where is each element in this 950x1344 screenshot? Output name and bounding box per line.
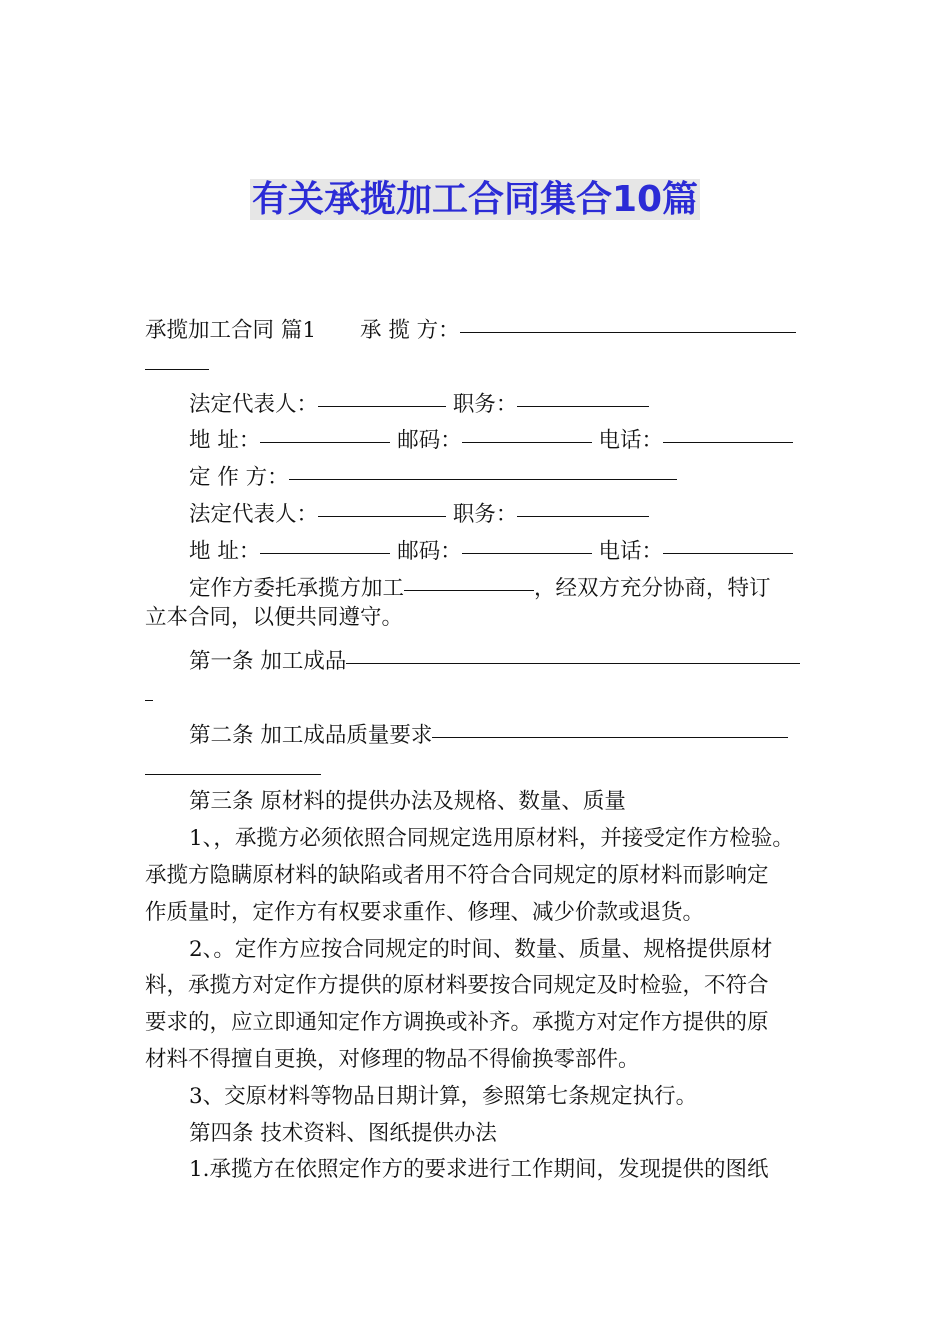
orderer-line: 定 作 方： — [145, 453, 807, 490]
orderer-address-line: 地 址： 邮码： 电话： — [145, 527, 807, 564]
contractor-blank — [460, 306, 796, 333]
commission-line: 定作方委托承揽方加工 ，经双方充分协商，特订 — [145, 564, 807, 601]
article-2: 第二条 加工成品质量要求 — [145, 711, 807, 748]
contract-body: 承揽加工合同 篇1 承 揽 方： 法定代表人： 职务： 地 址： 邮码： 电话： 定 作 方： 法定代表人： 职务： 地 址： 邮码： 电话： 定作方委托承揽方加工 ，经双方充分协商，特订 立本合同，以便共同遵守。 第一条 加工成品 第二条 加工成品质量要求 第三条 原材料的提供办法及规格、数量、质量 1、，承揽方必须依照合同规定选用原材料，并接受定作方检验。 承揽方隐瞒原材料的缺陷或者用不符合合同规定的原材料而影响定 作质量时，定作方有权要求重作、修理、减少价款或退货。 2、。定作方应按合同规定的时间、数量、质量、规格提供原材 料，承揽方对定作方提供的原材料要按合同规定及时检验，不符合 要求的，应立即通知定作方调换或补齐。承揽方对定作方提供的原 材料不得擅自更换，对修理的物品不得偷换零部件。 3、交原材料等物品日期计算，参照第七条规定执行。 第四条 技术资料、图纸提供办法 1.承揽方在依照定作方的要求进行工作期间，发现提供的图纸 — [145, 306, 807, 1189]
article-3: 第三条 原材料的提供办法及规格、数量、质量 — [189, 789, 626, 815]
document-title: 有关承揽加工合同集合10篇 — [251, 179, 699, 220]
contract-heading-line: 承揽加工合同 篇1 承 揽 方： — [145, 306, 807, 343]
contractor-address-line: 地 址： 邮码： 电话： — [145, 416, 807, 453]
article-4: 第四条 技术资料、图纸提供办法 — [189, 1120, 497, 1146]
orderer-rep-line: 法定代表人： 职务： — [145, 490, 807, 527]
article-1: 第一条 加工成品 — [145, 637, 807, 674]
contractor-blank-cont — [145, 343, 209, 370]
contractor-rep-line: 法定代表人： 职务： — [145, 380, 807, 417]
